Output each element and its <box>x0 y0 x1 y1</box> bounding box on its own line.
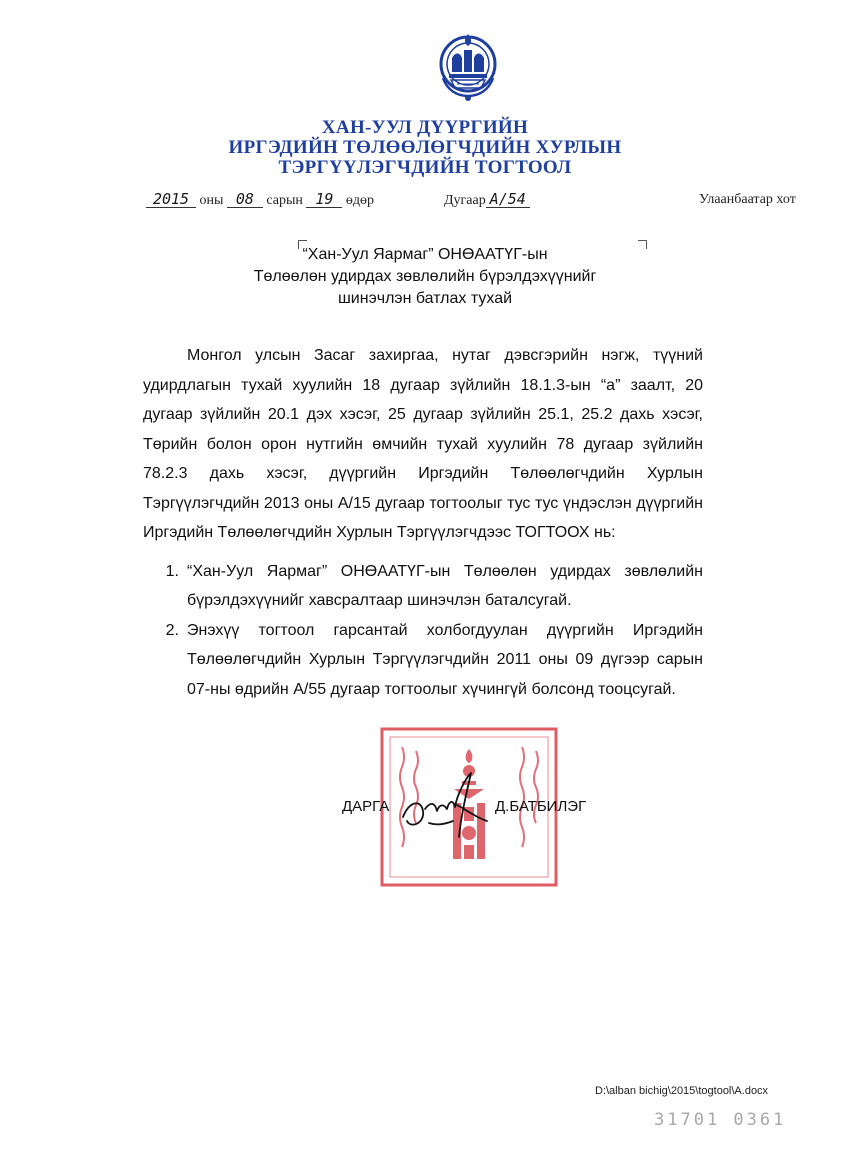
signatory-name: Д.БАТБИЛЭГ <box>495 798 587 815</box>
date-day-suffix: өдөр <box>345 193 375 208</box>
header-line-3: ТЭРГҮҮЛЭГЧДИЙН ТОГТООЛ <box>278 157 572 178</box>
registration-number: 31701 0361 <box>654 1110 787 1130</box>
title-line-2: Төлөөлөн удирдах зөвлөлийн бүрэлдэхүүнийг <box>253 268 597 285</box>
date-field <box>146 192 374 209</box>
date-year-suffix: оны <box>199 193 224 208</box>
date-month-suffix: сарын <box>266 193 303 208</box>
date-month: 08 <box>227 192 263 208</box>
file-path: D:\alban bichig\2015\togtool\A.docx <box>595 1085 769 1097</box>
list-item <box>143 616 703 705</box>
document-body <box>143 341 703 704</box>
number-value: A/54 <box>486 192 530 208</box>
header-line-2: ИРГЭДИЙН ТӨЛӨӨЛӨГЧДИЙН ХУРЛЫН <box>228 137 622 158</box>
handwritten-signature <box>395 765 495 845</box>
city: Улаанбаатар хот <box>699 192 796 207</box>
list-item-text: “Хан-Уул Яармаг” ОНӨААТҮГ-ын Төлөөлөн удирдах зөвлөлийн бүрэлдэхүүнийг хавсралтаар шинэчлэн баталсугай. <box>187 562 703 609</box>
signature-icon <box>395 765 495 845</box>
date-day: 19 <box>306 192 342 208</box>
signatory-title: ДАРГА <box>342 798 390 815</box>
preamble-paragraph: Монгол улсын Засаг захиргаа, нутаг дэвсгэрийн нэгж, түүний удирдлагын тухай хуулийн 18 дугаар зүйлийн 18.1.3-ын “а” заалт, 20 дугаар зүйлийн 20.1 дэх хэсэг, 25 дугаар зүйлийн 25.1, 25.2 дахь хэсэг, Төрийн болон орон нутгийн өмчийн тухай хуулийн 78 дугаар зүйлийн 78.2.3 дахь хэсэг, дүүргийн Иргэдийн Төлөөлөгчдийн Хурлын Тэргүүлэгчдийн 2013 оны А/15 дугаар тогтоолыг тус тус үндэслэн дүүргийн Иргэдийн Төлөөлөгчдийн Хурлын Тэргүүлэгчдээс ТОГТООХ нь: <box>143 347 703 541</box>
list-item <box>143 557 703 616</box>
list-item-number: 1. <box>165 562 179 580</box>
date-year: 2015 <box>146 192 196 208</box>
soyombo-emblem-icon <box>437 28 499 102</box>
title-line-1: “Хан-Уул Яармаг” ОНӨААТҮГ-ын <box>302 246 548 263</box>
document-title <box>0 244 850 310</box>
document-number <box>444 192 530 209</box>
number-label: Дугаар <box>444 193 486 208</box>
header-line-1: ХАН-УУЛ ДҮҮРГИЙН <box>321 117 529 138</box>
list-item-text: Энэхүү тогтоол гарсантай холбогдуулан дүүргийн Иргэдийн Төлөөлөгчдийн Хурлын Тэргүүлэгчдийн 2011 оны 09 дүгээр сарын 07-ны өдрийн А/55 дугаар тогтоолыг хүчингүй болсонд тооцсугай. <box>187 621 703 698</box>
list-item-number: 2. <box>165 621 179 639</box>
title-line-3: шинэчлэн батлах тухай <box>337 290 513 307</box>
state-emblem <box>437 28 499 102</box>
